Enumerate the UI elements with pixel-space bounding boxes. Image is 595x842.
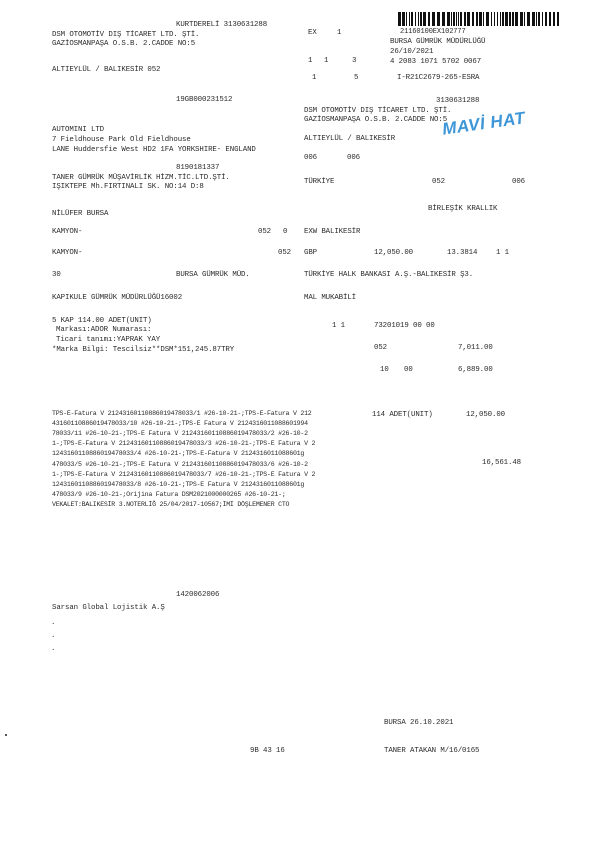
goods-brand-info: *Marka Bilgi: Tescilsiz**DSM*151,245.87TRY xyxy=(52,346,235,354)
destination-country: BİRLEŞİK KRALLIK xyxy=(428,205,498,213)
hs-code: 73201019 00 00 xyxy=(374,322,435,330)
guarantee-number: 1420062006 xyxy=(176,591,220,599)
barcode xyxy=(398,12,560,26)
barcode-bar xyxy=(460,12,462,26)
procedure-code-previous: 00 xyxy=(404,366,413,374)
document-line: 1243160110886019478033/4 #26-10-21-;TPS-E-Fatura V 2124316011088601g xyxy=(52,450,305,458)
file-reference: I-R21C2679-265-ESRA xyxy=(397,74,480,82)
exchange-rate: 13.3814 xyxy=(447,249,478,257)
declarant-address: GAZİOSMANPAŞA O.S.B. 2.CADDE NO:5 xyxy=(304,116,448,124)
barcode-bar xyxy=(486,12,489,26)
barcode-bar xyxy=(557,12,559,26)
transaction-codes: 1 1 xyxy=(496,249,510,257)
barcode-bar xyxy=(527,12,530,26)
barcode-bar xyxy=(545,12,547,26)
barcode-bar xyxy=(497,12,498,26)
exporter-city: ALTIEYLÜL / BALIKESİR 052 xyxy=(52,66,161,74)
items-count: 1 xyxy=(312,74,317,82)
forms-count: 1 xyxy=(308,57,313,65)
declarant-tax-no: 3130631288 xyxy=(436,97,480,105)
barcode-bar xyxy=(464,12,466,26)
place-and-date: BURSA 26.10.2021 xyxy=(384,719,454,727)
barcode-bar xyxy=(476,12,478,26)
customs-office: BURSA GÜMRÜK MÜDÜRLÜĞÜ xyxy=(390,38,486,46)
exit-office: KAPIKULE GÜMRÜK MÜDÜRLÜĞÜ16002 xyxy=(52,294,183,302)
currency: GBP xyxy=(304,249,318,257)
representative-tax-no: 8190181337 xyxy=(176,164,220,172)
barcode-bar xyxy=(479,12,482,26)
barcode-bar xyxy=(532,12,535,26)
barcode-bar xyxy=(418,12,419,26)
packages-count: 5 xyxy=(354,74,359,82)
barcode-bar xyxy=(442,12,445,26)
mavi-hat-stamp: MAVİ HAT xyxy=(441,108,527,139)
packages-description: 5 KAP 114.00 ADET(UNIT) xyxy=(52,317,152,325)
forms-index: 1 xyxy=(324,57,329,65)
transport-mode: 30 xyxy=(52,271,61,279)
barcode-bar xyxy=(542,12,543,26)
net-mass: 6,889.00 xyxy=(458,366,493,374)
barcode-bar xyxy=(402,12,405,26)
barcode-bar xyxy=(406,12,407,26)
barcode-bar xyxy=(467,12,470,26)
gross-mass: 7,011.00 xyxy=(458,344,493,352)
ex-label: EX xyxy=(308,29,317,37)
declarant-name: DSM OTOMOTİV DIŞ TİCARET LTD. ŞTİ. xyxy=(304,107,452,115)
principal-mark-2: . xyxy=(51,632,56,640)
document-line: TPS-E-Fatura V 21243160110886019478033/1 #26-10-21-;TPS-E-Fatura V 212 xyxy=(52,410,312,417)
barcode-bar xyxy=(432,12,435,26)
document-line: 478033/5 #26-10-21-;TPS-E Fatura V 21243160110886019478033/6 #26-10-2 xyxy=(52,460,308,468)
barcode-bar xyxy=(453,12,455,26)
item-codes: 1 1 xyxy=(332,322,346,330)
origin-country-code-2: 006 xyxy=(512,178,526,186)
principal-mark-1: . xyxy=(51,619,56,627)
bank-name: TÜRKİYE HALK BANKASI A.Ş.-BALIKESİR Ş3. xyxy=(304,271,474,279)
representative-city: NİLÜFER BURSA xyxy=(52,210,109,218)
barcode-bar xyxy=(398,12,401,26)
principal-mark-3: . xyxy=(51,645,56,653)
declarant-code-2: 006 xyxy=(347,154,361,162)
page-code: 9B 43 16 xyxy=(250,747,285,755)
document-line: 478033/9 #26-10-21-;Orijina Fatura DSM2021000000265 #26-10-21-; xyxy=(52,490,286,498)
barcode-bar xyxy=(505,12,508,26)
goods-location: BURSA GÜMRÜK MÜD. xyxy=(176,271,250,279)
container-flag: 0 xyxy=(283,228,288,236)
document-line: 1-;TPS-E-Fatura V 21243160110886019478033/3 #26-10-21-;TPS-E Fatura V 2 xyxy=(52,440,316,448)
barcode-bar xyxy=(500,12,501,26)
barcode-bar xyxy=(509,12,511,26)
barcode-bar xyxy=(447,12,450,26)
goods-marks: Markası:ADOR Numarası: xyxy=(56,326,152,334)
barcode-bar xyxy=(491,12,492,26)
document-line: VEKALET:BALIKESİR 3.NOTERLİĞ 25/04/2017-10567;İMİ DÖŞLEMENER CTO xyxy=(52,500,290,508)
forms-extra: 3 xyxy=(352,57,357,65)
procedure-code: 10 xyxy=(380,366,389,374)
principal-name: Sarsan Global Lojistik A.Ş xyxy=(52,604,165,612)
barcode-bar xyxy=(549,12,551,26)
statistical-value: 16,561.48 xyxy=(482,459,522,467)
barcode-bar xyxy=(520,12,523,26)
exporter-name: DSM OTOMOTİV DIŞ TİCARET LTD. ŞTİ. xyxy=(52,31,200,39)
departure-transport: KAMYON- xyxy=(52,228,83,236)
border-transport-code: 052 xyxy=(278,249,292,257)
barcode-bar xyxy=(456,12,457,26)
document-line: 1-;TPS-E-Fatura V 21243160110886019478033/7 #26-10-21-;TPS-E Fatura V 2 xyxy=(52,470,316,478)
representative-name: TANER GÜMRÜK MÜŞAVİRLİK HİZM.TİC.LTD.ŞTİ. xyxy=(52,174,230,182)
origin-country: TÜRKİYE xyxy=(304,178,335,186)
declarant-code-1: 006 xyxy=(304,154,318,162)
border-transport: KAMYON- xyxy=(52,249,83,257)
barcode-bar xyxy=(437,12,440,26)
barcode-bar xyxy=(538,12,540,26)
barcode-bar xyxy=(415,12,416,26)
barcode-bar xyxy=(423,12,426,26)
barcode-bar xyxy=(494,12,495,26)
supplementary-quantity: 114 ADET(UNIT) xyxy=(372,411,433,419)
barcode-bar xyxy=(536,12,537,26)
barcode-number: 21160100EX102777 xyxy=(400,28,466,36)
document-line: 78033/11 #26-10-21-;TPS-E Fatura V 21243160110886019478033/2 #26-10-2 xyxy=(52,430,308,438)
item-value: 12,050.00 xyxy=(466,411,506,419)
barcode-bar xyxy=(502,12,504,26)
signatory: TANER ATAKAN M/16/0165 xyxy=(384,747,480,755)
exporter-address: GAZİOSMANPAŞA O.S.B. 2.CADDE NO:5 xyxy=(52,40,196,48)
barcode-bar xyxy=(553,12,555,26)
barcode-bar xyxy=(458,12,459,26)
consignee-address-2: LANE Huddersfie West HD2 1FA YORKSHIRE- ENGLAND xyxy=(52,146,256,154)
scan-mark xyxy=(5,734,7,736)
document-line: 1243160110886019478033/8 #26-10-21-;TPS-E Fatura V 2124316011088601g xyxy=(52,480,305,488)
barcode-bar xyxy=(515,12,518,26)
delivery-terms: EXW BALIKESİR xyxy=(304,228,361,236)
declarant-city: ALTIEYLÜL / BALIKESİR xyxy=(304,135,396,143)
exporter-number: KURTDERELİ 3130631288 xyxy=(176,21,268,29)
barcode-bar xyxy=(512,12,514,26)
ex-value: 1 xyxy=(337,29,342,37)
reference-number: 4 2083 1071 5702 0067 xyxy=(390,58,482,66)
invoice-amount: 12,050.00 xyxy=(374,249,414,257)
declaration-date: 26/10/2021 xyxy=(390,48,434,56)
goods-trade-name: Ticari tanımı:YAPRAK YAY xyxy=(56,336,161,344)
barcode-bar xyxy=(451,12,452,26)
goods-origin-code: 052 xyxy=(374,344,388,352)
consignee-address-1: 7 Fieldhouse Park Old Fieldhouse xyxy=(52,136,191,144)
representative-address: IŞIKTEPE Mh.FIRTINALI SK. NO:14 D:8 xyxy=(52,183,204,191)
barcode-bar xyxy=(524,12,525,26)
barcode-bar xyxy=(409,12,410,26)
barcode-bar xyxy=(472,12,474,26)
consignee-name: AUTOMINI LTD xyxy=(52,126,105,134)
barcode-bar xyxy=(428,12,430,26)
barcode-bar xyxy=(420,12,422,26)
origin-country-code: 052 xyxy=(432,178,446,186)
departure-transport-code: 052 xyxy=(258,228,272,236)
consignee-eori: 19GB000231512 xyxy=(176,96,233,104)
document-line: 43160110886019478033/10 #26-10-21-;TPS-E Fatura V 2124316011088601994 xyxy=(52,420,308,428)
payment-method: MAL MUKABİLİ xyxy=(304,294,357,302)
barcode-bar xyxy=(483,12,484,26)
barcode-bar xyxy=(411,12,413,26)
